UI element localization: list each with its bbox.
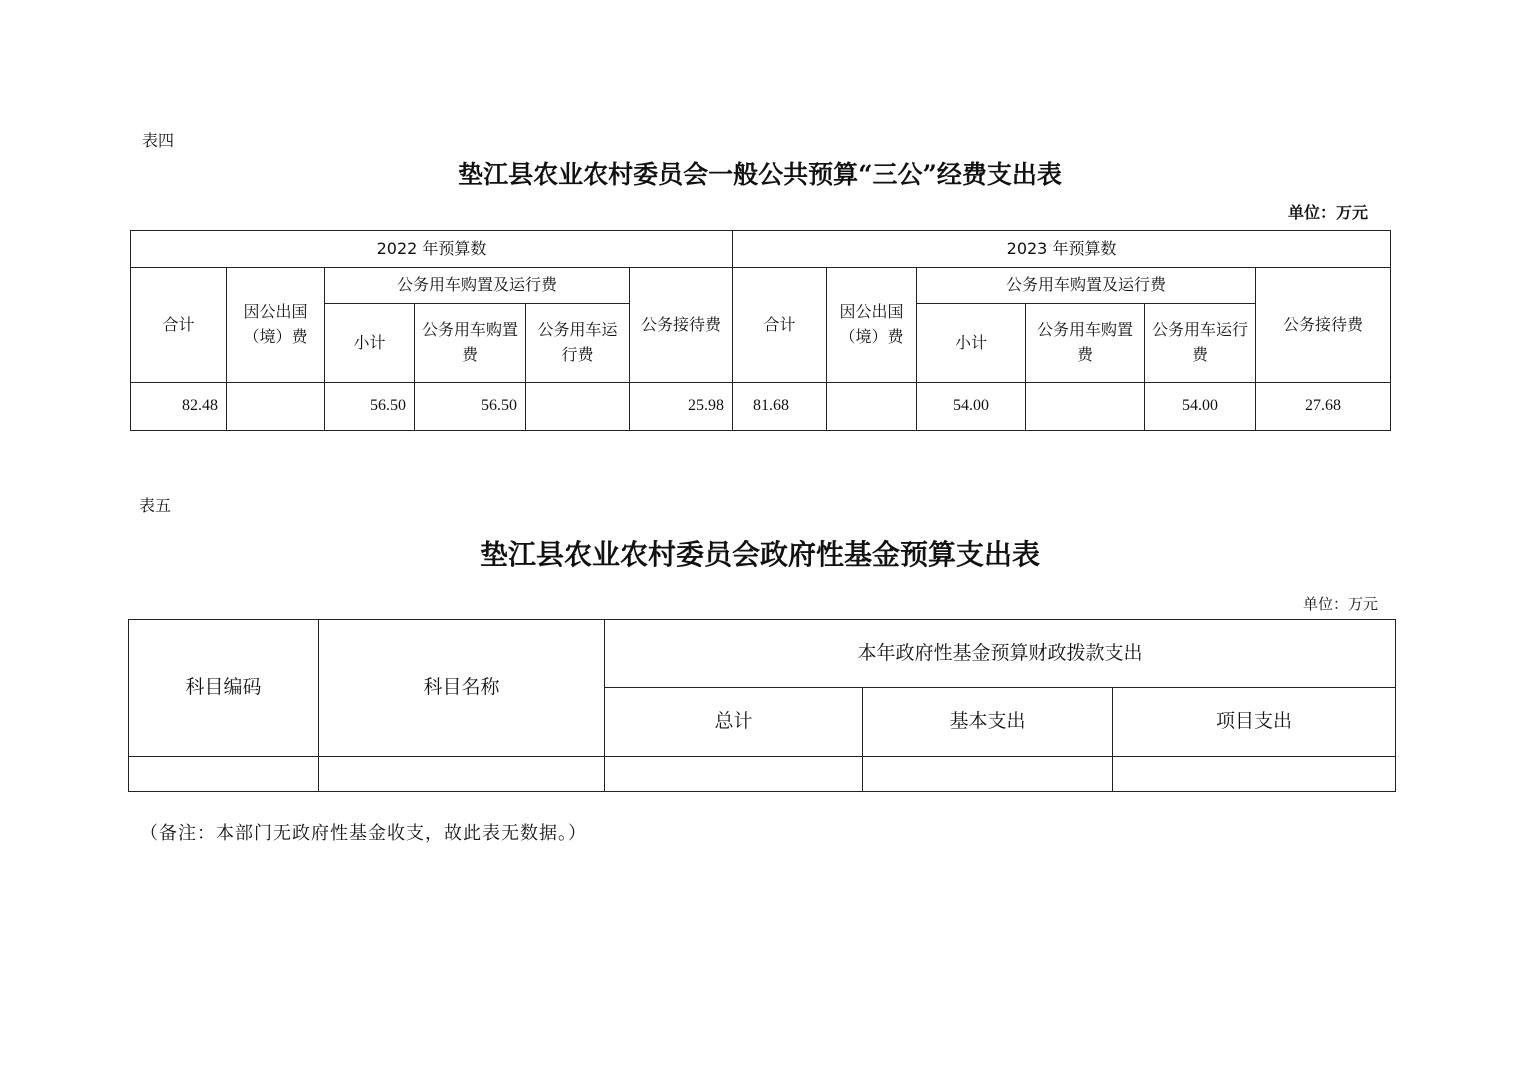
cell-2022-operation xyxy=(526,383,630,431)
table5-unit: 单位：万元 xyxy=(1303,595,1379,613)
cell-2023-reception: 27.68 xyxy=(1256,383,1391,431)
table4-title: 垫江县农业农村委员会一般公共预算“三公”经费支出表 xyxy=(458,160,1062,189)
table4 xyxy=(130,230,1391,431)
h2022-subtotal: 小计 xyxy=(325,304,415,383)
cell-2022-abroad xyxy=(227,383,325,431)
table-row xyxy=(131,383,1391,431)
h2022-vehicle: 公务用车购置及运行费 xyxy=(325,268,630,304)
cell5-project xyxy=(1113,757,1396,792)
h2023-operation: 公务用车运行费 xyxy=(1145,304,1256,383)
table5-note: （备注：本部门无政府性基金收支，故此表无数据。） xyxy=(140,823,587,844)
h2023-total: 合计 xyxy=(733,268,827,383)
h2022-operation: 公务用车运行费 xyxy=(526,304,630,383)
table-row xyxy=(129,757,1396,792)
cell-2023-subtotal: 54.00 xyxy=(917,383,1026,431)
table5-label: 表五 xyxy=(139,496,172,515)
cell5-total xyxy=(605,757,863,792)
h5-project: 项目支出 xyxy=(1113,688,1396,757)
h2023-reception: 公务接待费 xyxy=(1256,268,1391,383)
year-2023-header: 2023 年预算数 xyxy=(733,231,1391,268)
cell-2022-total: 82.48 xyxy=(131,383,227,431)
h2022-reception: 公务接待费 xyxy=(630,268,733,383)
h2023-vehicle: 公务用车购置及运行费 xyxy=(917,268,1256,304)
cell-2022-purchase: 56.50 xyxy=(415,383,526,431)
cell-2022-subtotal: 56.50 xyxy=(325,383,415,431)
cell-2023-purchase xyxy=(1026,383,1145,431)
cell-2023-abroad xyxy=(827,383,917,431)
table5 xyxy=(128,619,1396,792)
h5-basic: 基本支出 xyxy=(863,688,1113,757)
h5-total: 总计 xyxy=(605,688,863,757)
cell5-name xyxy=(319,757,605,792)
cell5-code xyxy=(129,757,319,792)
h2023-purchase: 公务用车购置费 xyxy=(1026,304,1145,383)
table4-label: 表四 xyxy=(142,131,175,150)
table5-title: 垫江县农业农村委员会政府性基金预算支出表 xyxy=(479,538,1040,571)
h2022-abroad: 因公出国（境）费 xyxy=(227,268,325,383)
h2022-total: 合计 xyxy=(131,268,227,383)
h5-code: 科目编码 xyxy=(129,620,319,757)
h2022-purchase: 公务用车购置费 xyxy=(415,304,526,383)
year-2022-header: 2022 年预算数 xyxy=(131,231,733,268)
cell5-basic xyxy=(863,757,1113,792)
h2023-abroad: 因公出国（境）费 xyxy=(827,268,917,383)
cell-2022-reception: 25.98 xyxy=(630,383,733,431)
cell-2023-operation: 54.00 xyxy=(1145,383,1256,431)
h5-name: 科目名称 xyxy=(319,620,605,757)
cell-2023-total: 81.68 xyxy=(733,383,827,431)
h5-group: 本年政府性基金预算财政拨款支出 xyxy=(605,620,1396,688)
table4-unit: 单位：万元 xyxy=(1288,203,1369,222)
h2023-subtotal: 小计 xyxy=(917,304,1026,383)
